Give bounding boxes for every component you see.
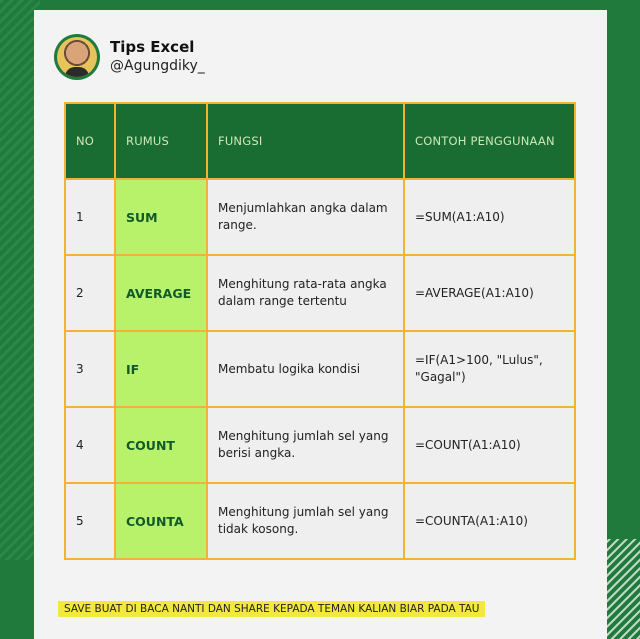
table-row [65, 179, 575, 255]
cell-rumus: COUNTA [115, 483, 207, 559]
avatar [54, 34, 100, 80]
cell-contoh: =COUNTA(A1:A10) [404, 483, 575, 559]
cell-contoh: =IF(A1>100, "Lulus", "Gagal") [404, 331, 575, 407]
post-card [34, 10, 607, 639]
cell-no: 2 [65, 255, 115, 331]
footer-banner: SAVE BUAT DI BACA NANTI DAN SHARE KEPADA TEMAN KALIAN BIAR PADA TAU [58, 601, 485, 617]
cell-fungsi: Menghitung rata-rata angka dalam range tertentu [207, 255, 404, 331]
cell-rumus: COUNT [115, 407, 207, 483]
table-header-row [65, 103, 575, 179]
header-contoh: CONTOH PENGGUNAAN [404, 103, 575, 179]
cell-fungsi: Menghitung jumlah sel yang berisi angka. [207, 407, 404, 483]
cell-contoh: =AVERAGE(A1:A10) [404, 255, 575, 331]
table-row [65, 483, 575, 559]
cell-fungsi: Menjumlahkan angka dalam range. [207, 179, 404, 255]
cell-no: 5 [65, 483, 115, 559]
cell-rumus: AVERAGE [115, 255, 207, 331]
header-rumus: RUMUS [115, 103, 207, 179]
cell-rumus: IF [115, 331, 207, 407]
header-fungsi: FUNGSI [207, 103, 404, 179]
cell-rumus: SUM [115, 179, 207, 255]
cell-contoh: =SUM(A1:A10) [404, 179, 575, 255]
author-name: Tips Excel [110, 38, 195, 56]
author-handle: @Agungdiky_ [110, 58, 205, 74]
excel-formula-table [64, 102, 576, 560]
cell-no: 1 [65, 179, 115, 255]
cell-fungsi: Menghitung jumlah sel yang tidak kosong. [207, 483, 404, 559]
header-no: NO [65, 103, 115, 179]
cell-contoh: =COUNT(A1:A10) [404, 407, 575, 483]
cell-no: 3 [65, 331, 115, 407]
table-row [65, 255, 575, 331]
cell-no: 4 [65, 407, 115, 483]
table-row [65, 331, 575, 407]
cell-fungsi: Membatu logika kondisi [207, 331, 404, 407]
table-row [65, 407, 575, 483]
avatar-photo [57, 37, 97, 77]
